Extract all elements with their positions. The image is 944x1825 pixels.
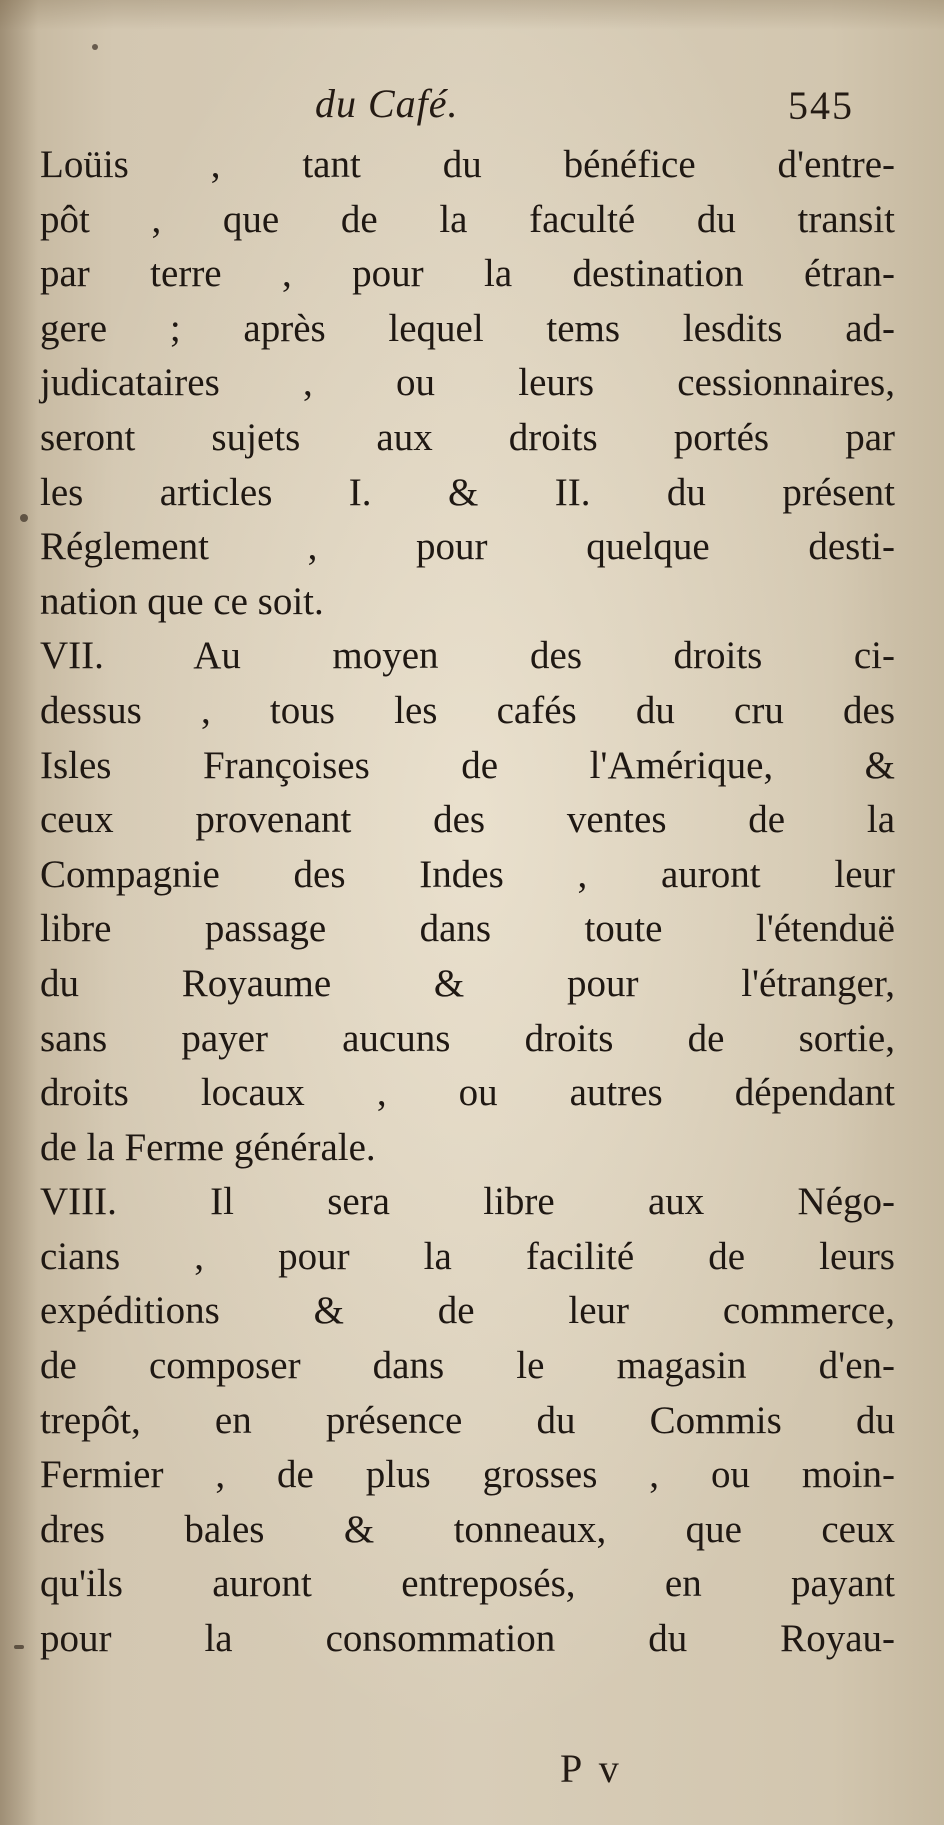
- page-header: [60, 80, 894, 140]
- text-line: pour la consommation du Royau-: [40, 1617, 895, 1661]
- text-line: VII. Au moyen des droits ci-: [40, 634, 895, 678]
- text-line: libre passage dans toute l'étenduë: [40, 907, 895, 951]
- page-number: 545: [788, 83, 854, 128]
- text-line: du Royaume & pour l'étranger,: [40, 961, 895, 1005]
- catchword: P v: [560, 1746, 623, 1791]
- text-line: Réglement , pour quelque desti-: [40, 525, 895, 569]
- text-line: expéditions & de leur commerce,: [40, 1289, 895, 1333]
- text-line: VIII. Il sera libre aux Négo-: [40, 1180, 895, 1224]
- ink-speck: [14, 1645, 24, 1649]
- text-line: gere ; après lequel tems lesdits ad-: [40, 306, 895, 350]
- body-text: [40, 138, 895, 1667]
- text-line: pôt , que de la faculté du transit: [40, 197, 895, 241]
- text-line: dessus , tous les cafés du cru des: [40, 688, 895, 732]
- text-line: Compagnie des Indes , auront leur: [40, 852, 895, 896]
- ink-speck: [20, 514, 28, 522]
- text-line: de composer dans le magasin d'en-: [40, 1344, 895, 1388]
- gutter-shadow: [0, 0, 38, 1825]
- text-line: nation que ce soit.: [40, 579, 324, 623]
- text-line: Loüis , tant du bénéfice d'entre-: [40, 143, 895, 186]
- ink-speck: [92, 44, 98, 50]
- text-line: seront sujets aux droits portés par: [40, 415, 895, 459]
- text-line: les articles I. & II. du présent: [40, 470, 895, 514]
- text-line: Fermier , de plus grosses , ou moin-: [40, 1453, 895, 1497]
- text-line: par terre , pour la destination étran-: [40, 252, 895, 296]
- text-line: droits locaux , ou autres dépendant: [40, 1071, 895, 1115]
- text-line: de la Ferme générale.: [40, 1125, 376, 1169]
- text-line: sans payer aucuns droits de sortie,: [40, 1016, 895, 1060]
- text-line: ceux provenant des ventes de la: [40, 798, 895, 842]
- running-title: du Café.: [315, 81, 459, 126]
- text-line: qu'ils auront entreposés, en payant: [40, 1562, 895, 1606]
- text-line: trepôt, en présence du Commis du: [40, 1398, 895, 1442]
- text-line: cians , pour la facilité de leurs: [40, 1234, 895, 1278]
- text-line: Isles Françoises de l'Amérique, &: [40, 743, 895, 787]
- page-top-edge: [0, 0, 944, 30]
- text-line: dres bales & tonneaux, que ceux: [40, 1507, 895, 1551]
- text-line: judicataires , ou leurs cessionnaires,: [40, 361, 895, 405]
